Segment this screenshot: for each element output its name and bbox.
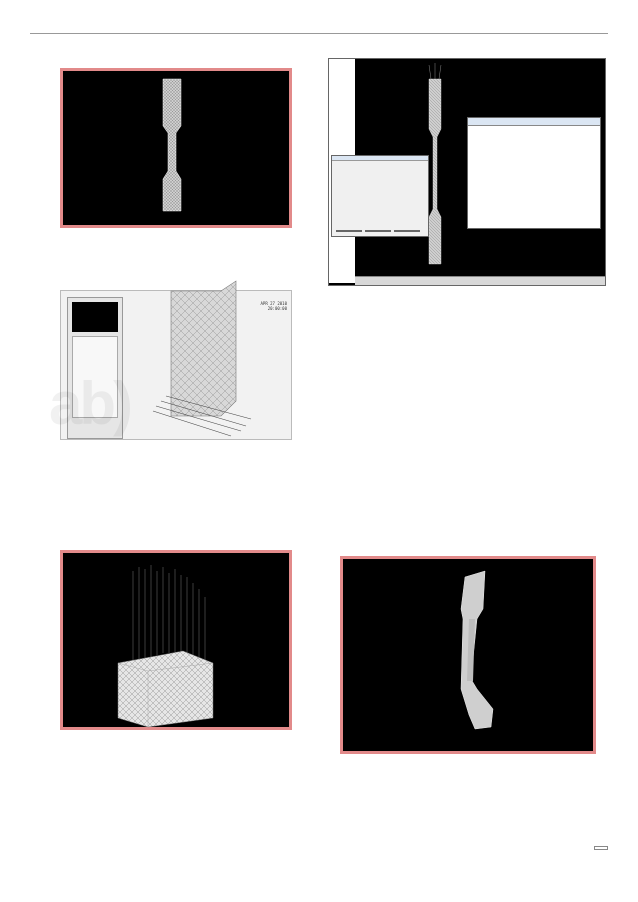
fig9-displacement-plot (343, 559, 593, 751)
dialog-ok-button[interactable] (336, 230, 362, 232)
header-rule (30, 33, 608, 34)
fig6-image: APR 27 2010 20:00:00 ab) (60, 290, 292, 440)
fig8-status-bar (355, 276, 605, 285)
fig9-color-legend (383, 731, 583, 737)
fig5-image (60, 68, 292, 228)
fig5-meshed-plate (63, 71, 289, 225)
solve-load-step-dialog (331, 155, 429, 237)
page-footer (588, 846, 608, 850)
fig9-image (340, 556, 596, 754)
fig7-image (60, 550, 292, 730)
dialog-message (332, 161, 428, 167)
options-window-titlebar (468, 118, 600, 126)
dialog-cancel-button[interactable] (365, 230, 391, 232)
fig7-load-model (63, 553, 289, 727)
page-number (594, 846, 608, 850)
fig8-image (328, 58, 606, 286)
solution-options-window (467, 117, 601, 229)
dialog-help-button[interactable] (394, 230, 420, 232)
fig6-watermark: ab) (49, 370, 130, 437)
